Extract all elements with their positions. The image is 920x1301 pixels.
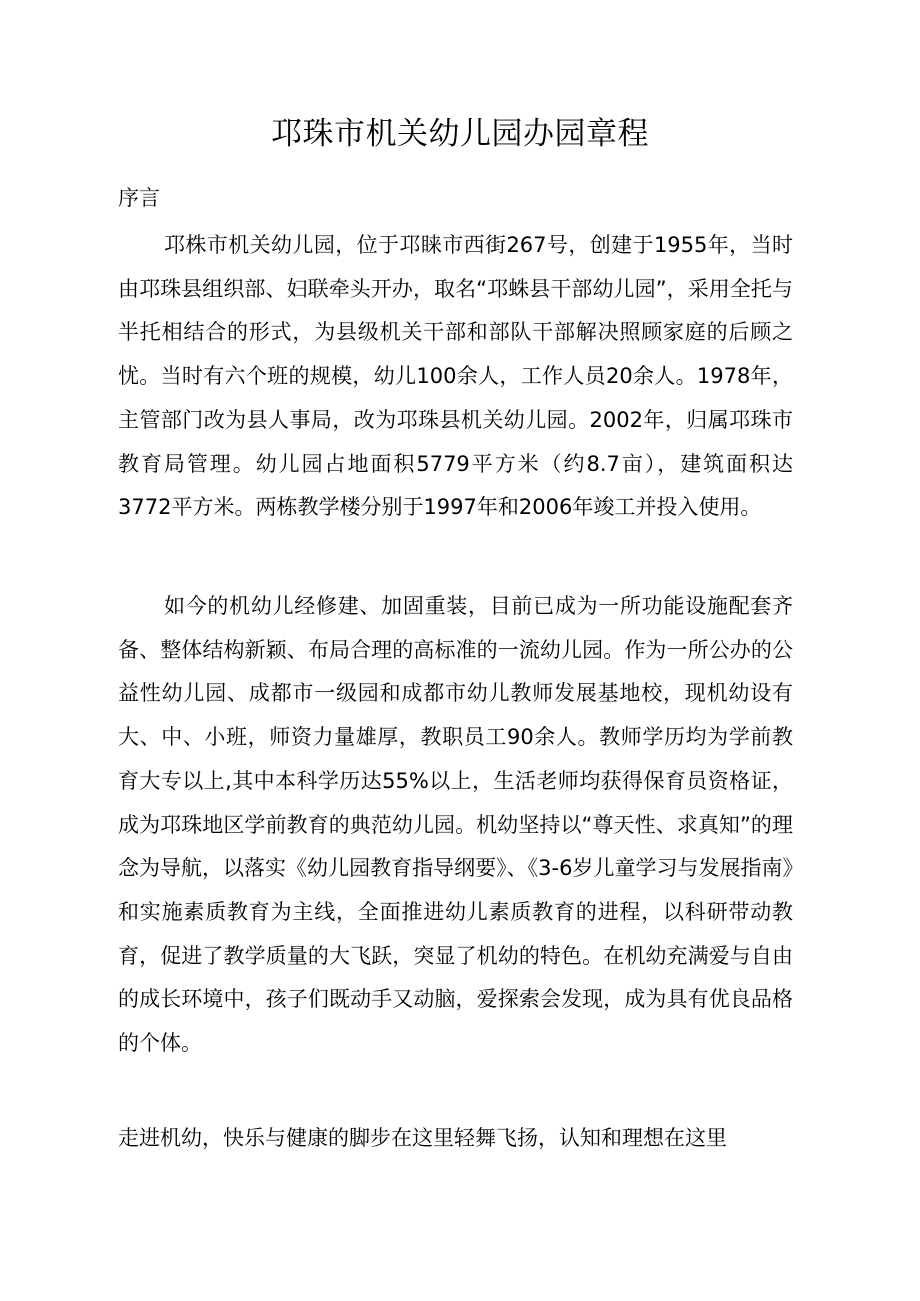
paragraph-2: 如今的机幼儿经修建、加固重装，目前已成为一所功能设施配套齐备、整体结构新颖、布局合理的高标准的一流幼儿园。作为一所公办的公益性幼儿园、成都市一级园和成都市幼儿教师发展基地校，现机幼设有大、中、小班，师资力量雄厚，教职员工90余人。教师学历均为学前教育大专以上,其中本科学历达55%以上，生活老师均获得保育员资格证，成为邛珠地区学前教育的典范幼儿园。机幼坚持以“尊天性、求真知”的理念为导航，以落实《幼儿园教育指导纲要》、《3-6岁儿童学习与发展指南》和实施素质教育为主线，全面推进幼儿素质教育的进程，以科研带动教育，促进了教学质量的大飞跃，突显了机幼的特色。在机幼充满爱与自由的成长环境中，孩子们既动手又动脑，爱探索会发现，成为具有优良品格的个体。 [118,594,793,1056]
paragraph-1: 邛株市机关幼儿园，位于邛睐市西街267号，创建于1955年，当时由邛珠县组织部、妇联牵头开办，取名“邛蛛县干部幼儿园”，采用全托与半托相结合的形式，为县级机关干部和部队干部解决照顾家庭的后顾之忧。当时有六个班的规模，幼儿100余人，工作人员20余人。1978年，主管部门改为县人事局，改为邛珠县机关幼儿园。2002年，归属邛珠市教育局管理。幼儿园占地面积5779平方米（约8.7亩），建筑面积达3772平方米。两栋教学楼分别于1997年和2006年竣工并投入使用。 [118,233,793,520]
document-title: 邛珠市机关幼儿园办园章程 [271,116,649,152]
paragraph-3: 走进机幼，快乐与健康的脚步在这里轻舞飞扬，认知和理想在这里 [118,1126,727,1150]
section-heading-preface: 序言 [118,186,160,210]
